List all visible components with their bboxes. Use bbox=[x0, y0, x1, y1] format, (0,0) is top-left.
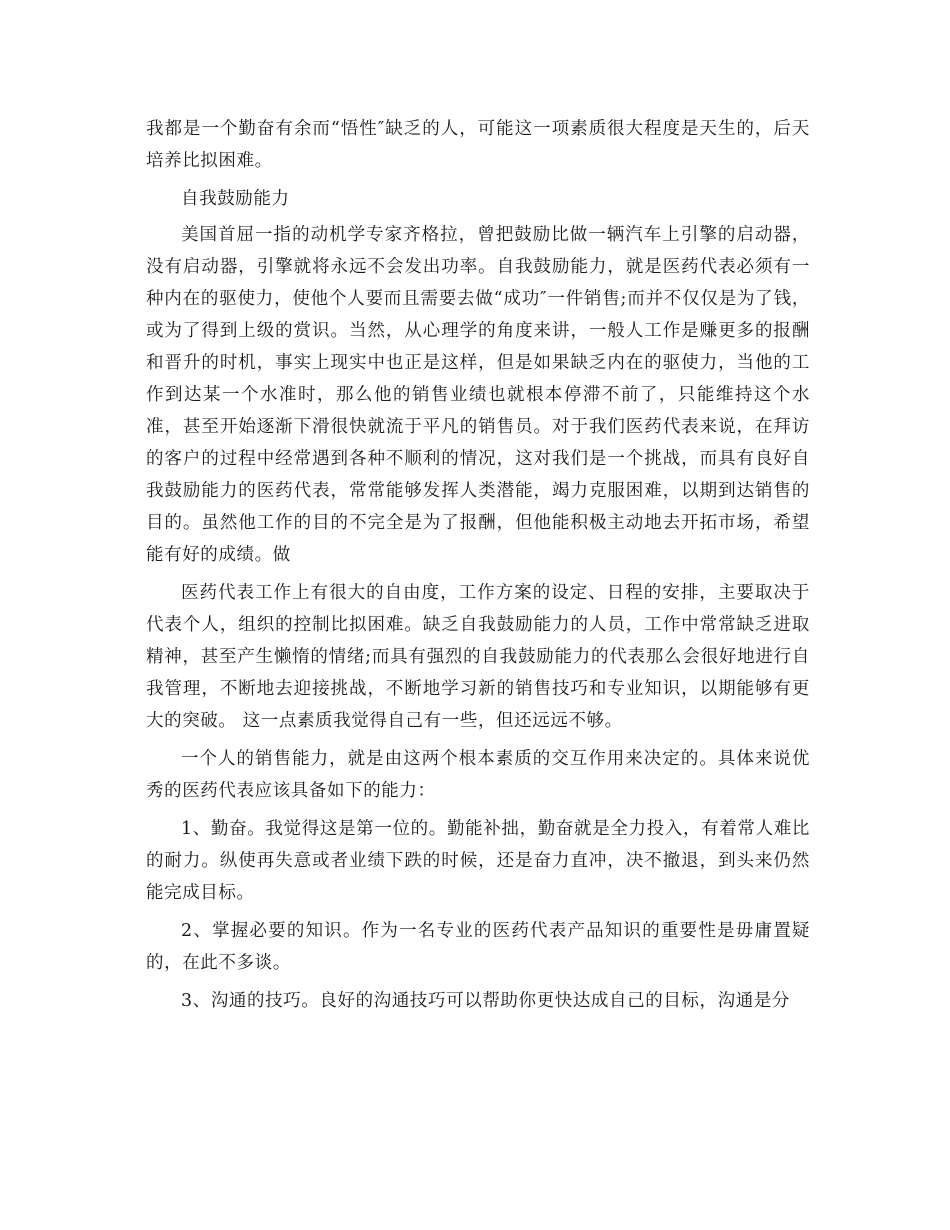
list-item-paragraph: 3、沟通的技巧。良好的沟通技巧可以帮助你更快达成自己的目标，沟通是分 bbox=[181, 991, 791, 1011]
section-heading: 自我鼓励能力 bbox=[181, 189, 290, 209]
paragraph: 一个人的销售能力，就是由这两个根本素质的交互作用来决定的。具体来说优秀的医药代表应该具备如下的能力： bbox=[146, 749, 810, 801]
list-item-paragraph: 2、掌握必要的知识。作为一名专业的医药代表产品知识的重要性是毋庸置疑的，在此不多谈。 bbox=[146, 921, 810, 973]
paragraph: 医药代表工作上有很大的自由度，工作方案的设定、日程的安排，主要取决于代表个人，组织的控制比拟困难。缺乏自我鼓励能力的人员，工作中常常缺乏进取精神，甚至产生懒惰的情绪;而具有强烈的自我鼓励能力的代表那么会很好地进行自我管理，不断地去迎接挑战，不断地学习新的销售技巧和专业知识，以期能够有更大的突破。 这一点素质我觉得自己有一些，但还远远不够。 bbox=[146, 583, 810, 731]
paragraph-continuation: 我都是一个勤奋有余而“悟性″缺乏的人，可能这一项素质很大程度是天生的，后天培养比拟困难。 bbox=[146, 119, 810, 171]
document-body bbox=[146, 113, 810, 1023]
list-item-paragraph: 1、勤奋。我觉得这是第一位的。勤能补拙，勤奋就是全力投入，有着常人难比的耐力。纵使再失意或者业绩下跌的时候，还是奋力直冲，决不撤退，到头来仍然能完成目标。 bbox=[146, 819, 810, 903]
paragraph: 美国首屈一指的动机学专家齐格拉，曾把鼓励比做一辆汽车上引擎的启动器，没有启动器，引擎就将永远不会发出功率。自我鼓励能力，就是医药代表必须有一种内在的驱使力，使他个人要而且需要去做“成功″一件销售;而并不仅仅是为了钱，或为了得到上级的赏识。当然，从心理学的角度来讲，一般人工作是赚更多的报酬和晋升的时机，事实上现实中也正是这样，但是如果缺乏内在的驱使力，当他的工作到达某一个水准时，那么他的销售业绩也就根本停滞不前了，只能维持这个水准，甚至开始逐渐下滑很快就流于平凡的销售员。对于我们医药代表来说，在拜访的客户的过程中经常遇到各种不顺利的情况，这对我们是一个挑战，而具有良好自我鼓励能力的医药代表，常常能够发挥人类潜能，竭力克服困难，以期到达销售的目的。虽然他工作的目的不完全是为了报酬，但他能积极主动地去开拓市场，希望能有好的成绩。做 bbox=[146, 225, 810, 565]
